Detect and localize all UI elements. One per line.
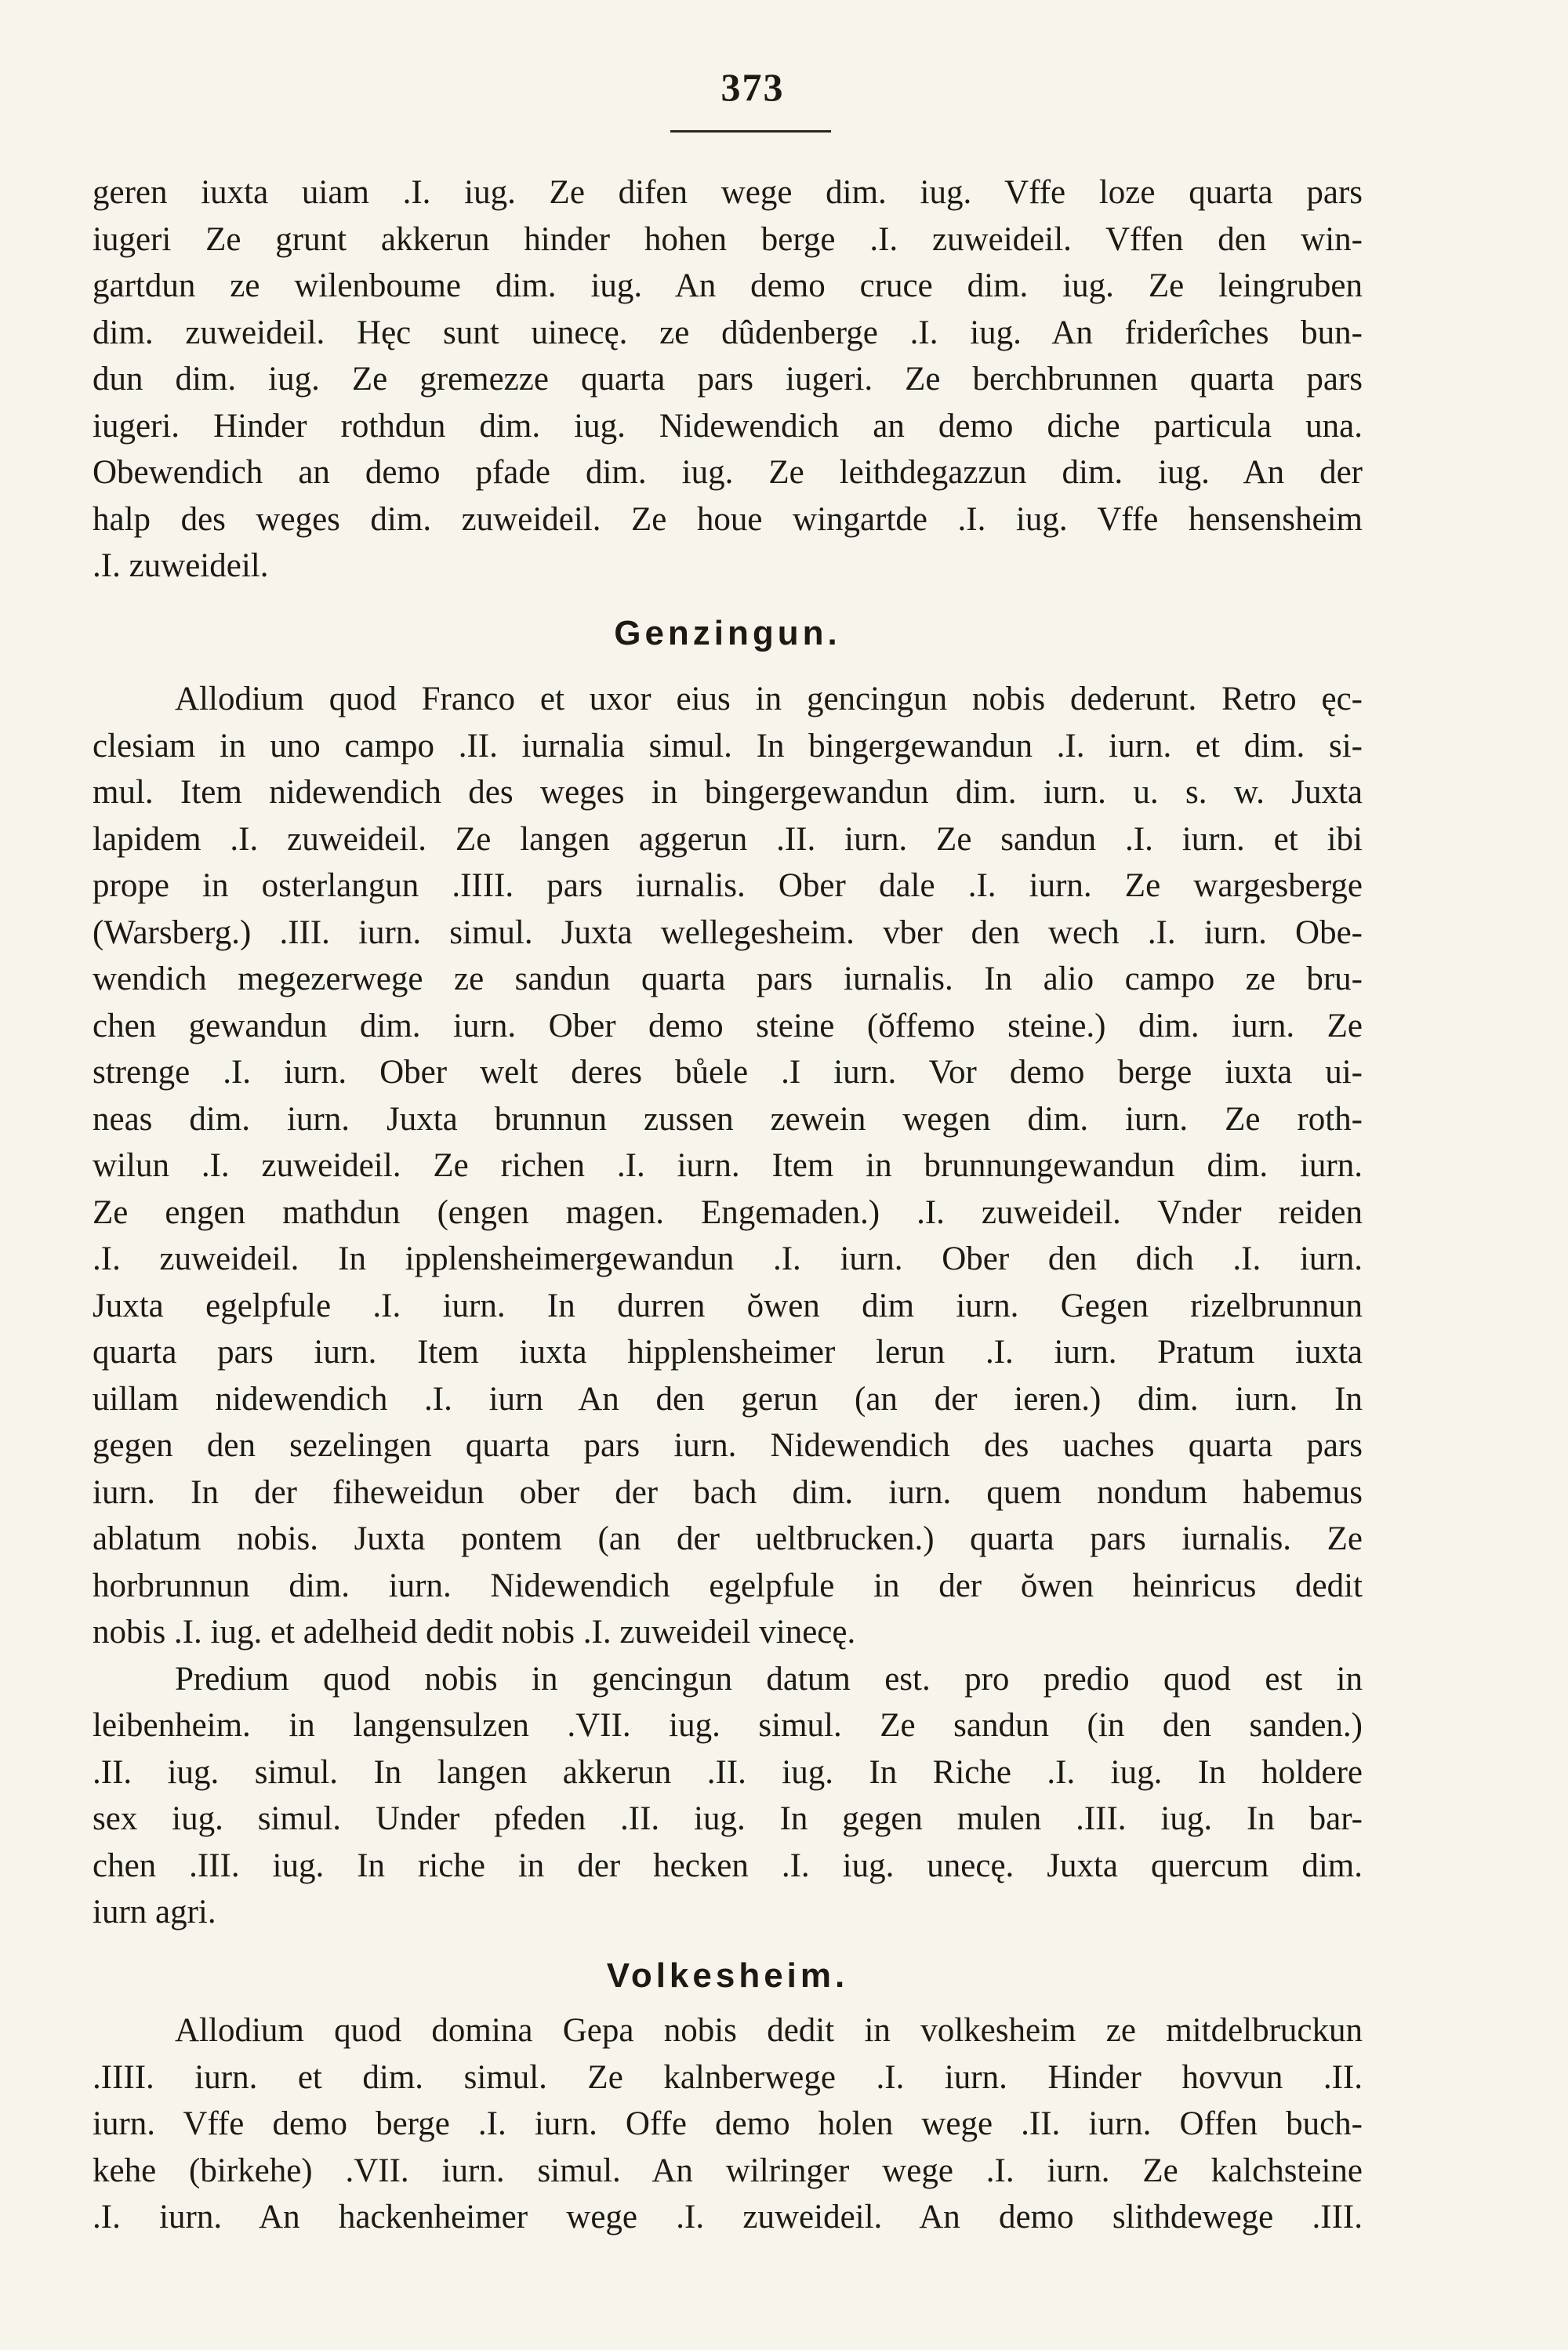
text-line: .I. iurn. An hackenheimer wege .I. zuweideil. An demo slithdewege .III. [93, 2199, 1363, 2236]
text-line: iurn. Vffe demo berge .I. iurn. Offe demo holen wege .II. iurn. Offen buch- [93, 2105, 1363, 2142]
text-line: horbrunnun dim. iurn. Nidewendich egelpfule in der ŏwen heinricus dedit [93, 1567, 1363, 1604]
text-line: gegen den sezelingen quarta pars iurn. Nidewendich des uaches quarta pars [93, 1427, 1363, 1464]
text-line: iurn agri. [93, 1894, 216, 1930]
page-number: 373 [720, 65, 785, 109]
text-line: (Warsberg.) .III. iurn. simul. Juxta wellegesheim. vber den wech .I. iurn. Obe- [93, 913, 1363, 951]
paragraph-block-3 [93, 2007, 1363, 2241]
text-line: clesiam in uno campo .II. iurnalia simul. In bingergewandun .I. iurn. et dim. si- [93, 727, 1363, 765]
text-line: neas dim. iurn. Juxta brunnun zussen zewein wegen dim. iurn. Ze roth- [93, 1100, 1363, 1138]
text-line: Obewendich an demo pfade dim. iug. Ze leithdegazzun dim. iug. An der [93, 454, 1363, 491]
page-number-rule [670, 130, 831, 133]
text-line: gartdun ze wilenboume dim. iug. An demo cruce dim. iug. Ze leingruben [93, 267, 1363, 304]
text-line: quarta pars iurn. Item iuxta hipplensheimer lerun .I. iurn. Pratum iuxta [93, 1334, 1363, 1371]
text-line: Juxta egelpfule .I. iurn. In durren ŏwen dim iurn. Gegen rizelbrunnun [93, 1287, 1363, 1324]
text-line: .I. zuweideil. [93, 547, 269, 584]
section-heading-genzingun: Genzingun. [614, 614, 841, 652]
text-line: Predium quod nobis in gencingun datum est. pro predio quod est in [175, 1660, 1363, 1698]
text-line: geren iuxta uiam .I. iug. Ze difen wege dim. iug. Vffe loze quarta pars [93, 174, 1363, 211]
text-line: chen .III. iug. In riche in der hecken .I. iug. unecę. Juxta quercum dim. [93, 1847, 1363, 1884]
paragraph-block-2 [93, 676, 1363, 1936]
text-line: .I. zuweideil. In ipplensheimergewandun .I. iurn. Ober den dich .I. iurn. [93, 1240, 1363, 1277]
text-line: dim. zuweideil. Hęc sunt uinecę. ze dûdenberge .I. iug. An friderîches bun- [93, 314, 1363, 351]
text-line: leibenheim. in langensulzen .VII. iug. simul. Ze sandun (in den sanden.) [93, 1707, 1363, 1744]
text-line: wilun .I. zuweideil. Ze richen .I. iurn. Item in brunnungewandun dim. iurn. [93, 1147, 1363, 1184]
text-line: strenge .I. iurn. Ober welt deres bůele .I iurn. Vor demo berge iuxta ui- [93, 1054, 1363, 1091]
text-line: halp des weges dim. zuweideil. Ze houe wingartde .I. iug. Vffe hensensheim [93, 500, 1363, 538]
text-line: iurn. In der fiheweidun ober der bach dim. iurn. quem nondum habemus [93, 1473, 1363, 1511]
text-line: uillam nidewendich .I. iurn An den gerun (an der ieren.) dim. iurn. In [93, 1380, 1363, 1418]
text-line: wendich megezerwege ze sandun quarta pars iurnalis. In alio campo ze bru- [93, 961, 1363, 997]
paragraph-block-1 [93, 169, 1363, 590]
text-line: .IIII. iurn. et dim. simul. Ze kalnberwege .I. iurn. Hinder hovvun .II. [93, 2058, 1363, 2096]
text-line: chen gewandun dim. iurn. Ober demo steine (ŏffemo steine.) dim. iurn. Ze [93, 1007, 1363, 1044]
text-line: Allodium quod domina Gepa nobis dedit in volkesheim ze mitdelbruckun [175, 2012, 1363, 2049]
text-line: iugeri Ze grunt akkerun hinder hohen berge .I. zuweideil. Vffen den win- [93, 220, 1363, 258]
text-line: kehe (birkehe) .VII. iurn. simul. An wilringer wege .I. iurn. Ze kalchsteine [93, 2152, 1363, 2189]
text-line: prope in osterlangun .IIII. pars iurnalis. Ober dale .I. iurn. Ze wargesberge [93, 867, 1363, 904]
text-line: ablatum nobis. Juxta pontem (an der ueltbrucken.) quarta pars iurnalis. Ze [93, 1520, 1363, 1557]
text-line: mul. Item nidewendich des weges in bingergewandun dim. iurn. u. s. w. Juxta [93, 774, 1363, 811]
text-line: nobis .I. iug. et adelheid dedit nobis .I. zuweideil vinecę. [93, 1614, 856, 1651]
text-line: lapidem .I. zuweideil. Ze langen aggerun .II. iurn. Ze sandun .I. iurn. et ibi [93, 820, 1363, 858]
text-line: Ze engen mathdun (engen magen. Engemaden.) .I. zuweideil. Vnder reiden [93, 1193, 1363, 1231]
text-line: sex iug. simul. Under pfeden .II. iug. In gegen mulen .III. iug. In bar- [93, 1800, 1363, 1837]
text-line: .II. iug. simul. In langen akkerun .II. iug. In Riche .I. iug. In holdere [93, 1753, 1363, 1791]
text-line: dun dim. iug. Ze gremezze quarta pars iugeri. Ze berchbrunnen quarta pars [93, 361, 1363, 398]
text-line: Allodium quod Franco et uxor eius in gencingun nobis dederunt. Retro ęc- [175, 681, 1363, 717]
text-line: iugeri. Hinder rothdun dim. iug. Nidewendich an demo diche particula una. [93, 407, 1363, 445]
section-heading-volkesheim: Volkesheim. [606, 1956, 849, 1995]
